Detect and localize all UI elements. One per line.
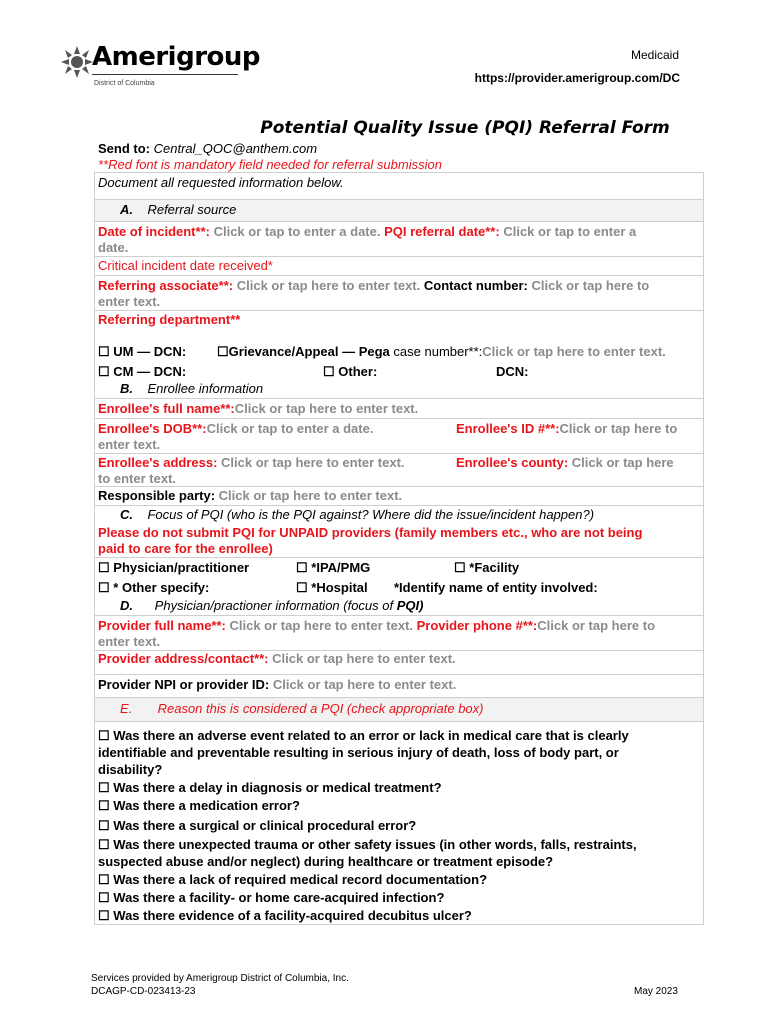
checkbox-icon[interactable]: ☐ (454, 560, 466, 575)
hospital-checkbox[interactable]: ☐ *Hospital (296, 580, 368, 595)
program-label: Medicaid (630, 48, 679, 62)
checkbox-icon[interactable]: ☐ (98, 798, 110, 813)
footer-date: May 2023 (634, 986, 678, 997)
checkbox-icon[interactable]: ☐ (98, 872, 110, 887)
mandatory-note: **Red font is mandatory field needed for referral submission (98, 157, 442, 172)
incident-date-field[interactable]: Click or tap to enter a date. (213, 224, 381, 239)
facility-checkbox[interactable]: ☐ *Facility (454, 560, 520, 575)
provider-address-field[interactable]: Click or tap here to enter text. (272, 651, 456, 666)
checkbox-icon[interactable]: ☐ (296, 580, 308, 595)
reason-adverse-event[interactable]: ☐ Was there an adverse event related to an error or lack in medical care that is clearly (98, 728, 629, 743)
reason-delay-diagnosis[interactable]: ☐ Was there a delay in diagnosis or medical treatment? (98, 780, 442, 795)
checkbox-icon[interactable]: ☐ (98, 580, 110, 595)
enrollee-id-row: Enrollee's ID #**:Click or tap here to (456, 421, 678, 436)
grievance-checkbox[interactable]: ☐Grievance/Appeal — Pega case number**:Click or tap here to enter text. (217, 344, 666, 359)
section-b-header: B. Enrollee information (120, 381, 264, 396)
cm-dcn-checkbox[interactable]: ☐ CM — DCN: (98, 364, 187, 379)
checkbox-icon[interactable]: ☐ (98, 728, 110, 743)
provider-phone-field-cont[interactable]: enter text. (98, 634, 161, 649)
enrollee-id-field[interactable]: Click or tap here to (559, 421, 678, 436)
provider-url: https://provider.amerigroup.com/DC (474, 71, 680, 85)
provider-address-row: Provider address/contact**: Click or tap here to enter text. (98, 651, 456, 666)
reason-safety-issues-cont: suspected abuse and/or neglect) during healthcare or treatment episode? (98, 854, 554, 869)
checkbox-icon[interactable]: ☐ (98, 780, 110, 795)
section-e-header: E. Reason this is considered a PQI (check appropriate box) (120, 701, 484, 716)
unpaid-warning: Please do not submit PQI for UNPAID providers (family members etc., who are not being (98, 525, 643, 540)
contact-number-field-cont[interactable]: enter text. (98, 294, 161, 309)
reason-safety-issues[interactable]: ☐ Was there unexpected trauma or other safety issues (in other words, falls, restraints, (98, 837, 637, 852)
checkbox-icon[interactable]: ☐ (98, 818, 110, 833)
provider-npi-field[interactable]: Click or tap here to enter text. (272, 677, 457, 692)
referring-associate-field[interactable]: Click or tap here to enter text. (236, 278, 421, 293)
reason-documentation[interactable]: ☐ Was there a lack of required medical record documentation? (98, 872, 488, 887)
enrollee-dob-field-cont[interactable]: enter text. (98, 437, 161, 452)
responsible-party-field[interactable]: Click or tap here to enter text. (218, 488, 403, 503)
ipa-pmg-checkbox[interactable]: ☐ *IPA/PMG (296, 560, 371, 575)
reason-adverse-event-cont: identifiable and preventable resulting in serious injury of death, loss of body part, or (98, 745, 619, 760)
unpaid-warning-cont: paid to care for the enrollee) (98, 541, 273, 556)
checkbox-icon[interactable]: ☐ (296, 560, 308, 575)
enrollee-county-field[interactable]: Click or tap here (571, 455, 674, 470)
section-a-header: A. Referral source (120, 202, 237, 217)
contact-number-field[interactable]: Click or tap here to (531, 278, 650, 293)
instructions: Document all requested information below. (98, 175, 344, 190)
enrollee-dob-row: Enrollee's DOB**:Click or tap to enter a date. (98, 421, 374, 436)
enrollee-dob-field[interactable]: Click or tap to enter a date. (206, 421, 374, 436)
dcn-label: DCN: (496, 364, 529, 379)
checkbox-icon[interactable]: ☐ (98, 344, 110, 359)
footer-doc-id: DCAGP-CD-023413-23 (91, 986, 196, 997)
section-d-header: D. Physician/practioner information (focus of PQI) (120, 598, 424, 613)
enrollee-name-row: Enrollee's full name**:Click or tap here to enter text. (98, 401, 419, 416)
checkbox-icon[interactable]: ☐ (98, 890, 110, 905)
checkbox-icon[interactable]: ☐ (217, 344, 229, 359)
brand-name: Amerigroup (92, 42, 260, 72)
footer-company: Services provided by Amerigroup District of Columbia, Inc. (91, 973, 349, 984)
section-c-header: C. Focus of PQI (who is the PQI against? Where did the issue/incident happen?) (120, 507, 595, 522)
pqi-referral-date-field[interactable]: Click or tap to enter a (503, 224, 637, 239)
page-title: Potential Quality Issue (PQI) Referral Form (260, 118, 670, 138)
reason-infection[interactable]: ☐ Was there a facility- or home care-acquired infection? (98, 890, 445, 905)
checkbox-icon[interactable]: ☐ (98, 364, 110, 379)
checkbox-icon[interactable]: ☐ (98, 837, 110, 852)
checkbox-icon[interactable]: ☐ (98, 560, 110, 575)
reason-decubitus-ulcer[interactable]: ☐ Was there evidence of a facility-acquired decubitus ulcer? (98, 908, 472, 923)
logo (60, 40, 260, 92)
enrollee-name-field[interactable]: Click or tap here to enter text. (234, 401, 419, 416)
provider-npi-row: Provider NPI or provider ID: Click or tap here to enter text. (98, 677, 457, 692)
other-checkbox[interactable]: ☐ Other: (323, 364, 378, 379)
provider-name-row: Provider full name**: Click or tap here to enter text. Provider phone #**:Click or tap here to (98, 618, 656, 633)
enrollee-county-row: Enrollee's county: Click or tap here (456, 455, 674, 470)
amerigroup-logo-icon (60, 44, 94, 80)
case-number-field[interactable]: Click or tap here to enter text. (482, 344, 666, 359)
reason-adverse-event-cont2: disability? (98, 762, 163, 777)
reason-medication-error[interactable]: ☐ Was there a medication error? (98, 798, 300, 813)
enrollee-address-row: Enrollee's address: Click or tap here to enter text. (98, 455, 405, 470)
checkbox-icon[interactable]: ☐ (323, 364, 335, 379)
referring-associate-row: Referring associate**: Click or tap here to enter text. Contact number: Click or tap here to (98, 278, 650, 293)
reason-surgical-error[interactable]: ☐ Was there a surgical or clinical procedural error? (98, 818, 417, 833)
incident-date-row: Date of incident**: Click or tap to enter a date. PQI referral date**: Click or tap to enter a (98, 224, 637, 239)
pqi-referral-date-field-cont[interactable]: date. (98, 240, 129, 255)
send-to-email[interactable]: Central_QOC@anthem.com (153, 141, 318, 156)
um-dcn-checkbox[interactable]: ☐ UM — DCN: (98, 344, 187, 359)
enrollee-address-field[interactable]: Click or tap here to enter text. (221, 455, 405, 470)
critical-incident-date-label[interactable]: Critical incident date received* (98, 258, 273, 273)
identify-entity-label: *Identify name of entity involved: (394, 580, 598, 595)
brand-subtitle: District of Columbia (94, 80, 155, 87)
provider-name-field[interactable]: Click or tap here to enter text. (229, 618, 413, 633)
responsible-party-row: Responsible party: Click or tap here to enter text. (98, 488, 403, 503)
provider-phone-field[interactable]: Click or tap here to (537, 618, 656, 633)
send-to: Send to: Central_QOC@anthem.com (98, 141, 318, 156)
physician-checkbox[interactable]: ☐ Physician/practitioner (98, 560, 250, 575)
other-specify-checkbox[interactable]: ☐ * Other specify: (98, 580, 210, 595)
enrollee-county-field-cont[interactable]: to enter text. (98, 471, 177, 486)
checkbox-icon[interactable]: ☐ (98, 908, 110, 923)
referring-department-label: Referring department** (98, 312, 241, 327)
